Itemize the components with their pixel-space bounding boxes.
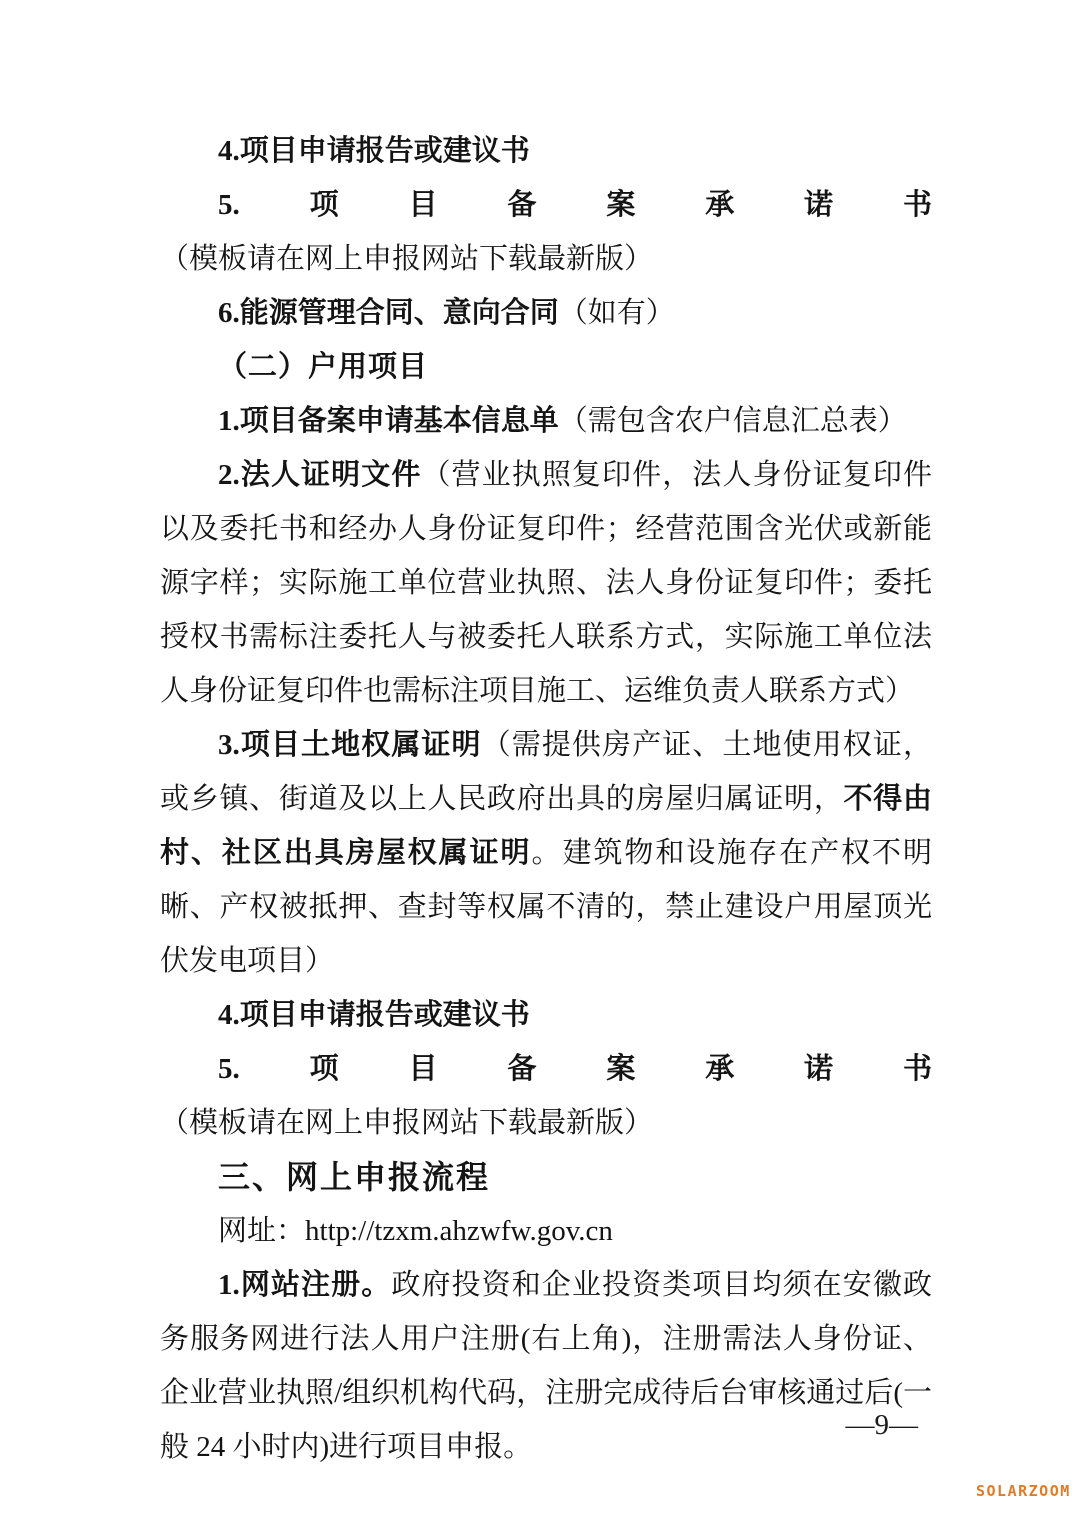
item-4-project-application-report-household <box>160 988 932 1042</box>
text-run: （营业执照复印件，法人身份证复印件以及委托书和经办人身份证复印件；经营范围含光伏或新能源字样；实际施工单位营业执照、法人身份证复印件；委托授权书需标注委托人与被委托人联系方式，实际施工单位法人身份证复印件也需标注项目施工、运维负责人联系方式） <box>160 459 932 707</box>
document-body <box>160 124 932 1474</box>
text-run: （二）户用项目 <box>218 351 429 383</box>
text-run: （模板请在网上申报网站下载最新版） <box>160 1107 654 1139</box>
item-3-land-ownership-proof <box>160 718 932 988</box>
item-5-filing-commitment-letter-household <box>160 1042 932 1150</box>
item-1-website-registration <box>160 1258 932 1474</box>
text-run: （模板请在网上申报网站下载最新版） <box>160 243 654 275</box>
text-run: 1.项目备案申请基本信息单 <box>218 405 559 437</box>
text-run: 2.法人证明文件 <box>218 459 422 491</box>
item-5-filing-commitment-letter <box>160 178 932 286</box>
text-run: 1.网站注册。 <box>218 1269 392 1301</box>
text-run: 政府投资和企业投资类项目均须在安徽政务服务网进行法人用户注册(右上角)，注册需法人身份证、企业营业执照/组织机构代码，注册完成待后台审核通过后(一般 24 小时内)进行项目申报。 <box>160 1269 932 1463</box>
section-3-online-application-heading <box>160 1150 932 1204</box>
text-run: （需包含农户信息汇总表） <box>558 405 907 437</box>
text-run: 三、网上申报流程 <box>218 1159 491 1195</box>
text-run: （如有） <box>558 297 675 329</box>
text-run: 。建筑物和设施存在产权不明晰、产权被抵押、查封等权属不清的，禁止建设户用屋顶光伏发电项目） <box>160 837 932 977</box>
text-run: 3.项目土地权属证明 <box>218 729 482 761</box>
text-run: （需提供房产证、土地使用权证，或乡镇、街道及以上人民政府出具的房屋归属证明， <box>160 729 932 815</box>
item-1-filing-basic-info-sheet <box>160 394 932 448</box>
text-run: 5.项目备案承诺书 <box>218 189 932 221</box>
text-run: 4.项目申请报告或建议书 <box>218 135 530 167</box>
website-url-line <box>160 1204 932 1258</box>
text-run: 不得由村、社区出具房屋权属证明 <box>160 783 932 869</box>
item-2-legal-person-documents <box>160 448 932 718</box>
solarzoom-watermark: SOLARZOOM <box>976 1482 1071 1500</box>
section-2-household-projects-heading <box>160 340 932 394</box>
text-run: 4.项目申请报告或建议书 <box>218 999 530 1031</box>
item-6-energy-management-contract <box>160 286 932 340</box>
text-run: 网址： <box>218 1215 306 1247</box>
website-url: http://tzxm.ahzwfw.gov.cn <box>305 1215 613 1247</box>
text-run: 5.项目备案承诺书 <box>218 1053 932 1085</box>
page-number: —9— <box>845 1409 918 1441</box>
item-4-project-application-report <box>160 124 932 178</box>
text-run: 6.能源管理合同、意向合同 <box>218 297 559 329</box>
